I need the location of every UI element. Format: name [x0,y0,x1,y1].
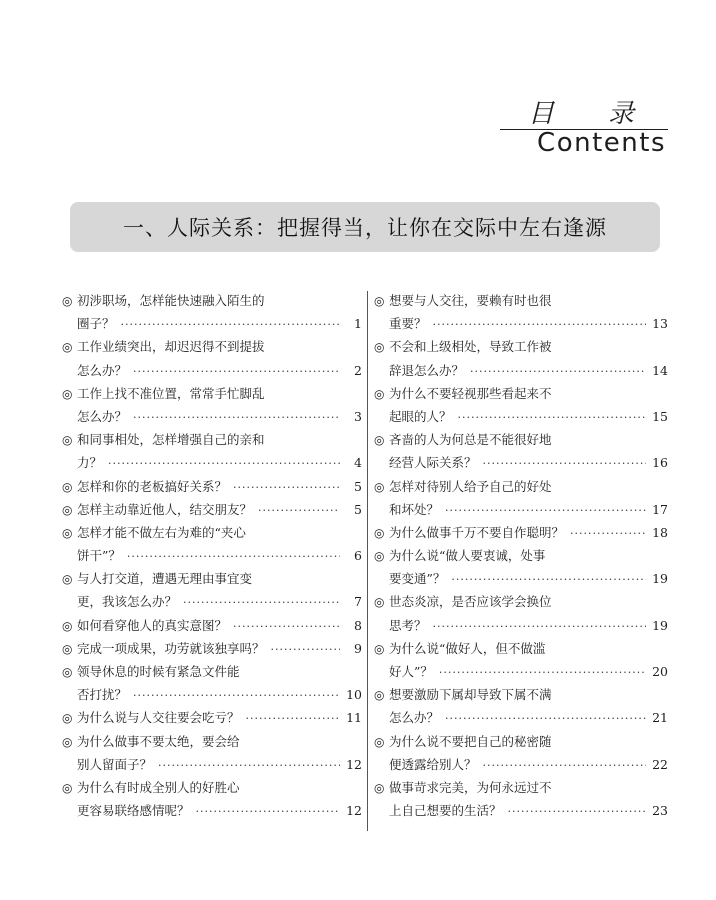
toc-page-number: 8 [354,617,362,633]
toc-entry-title: 怎样和你的老板搞好关系？ [77,478,228,494]
toc-page-number: 12 [346,803,362,819]
toc-entry-line [374,637,668,660]
toc-entry[interactable] [374,521,668,544]
bullet-icon: ◎ [374,780,385,795]
leader-dots [246,707,340,730]
toc-entry-title: 为什么说不要把自己的秘密随 [389,733,552,749]
toc-entry-title: 好人”？ [389,664,433,679]
toc-entry-line [374,614,668,637]
toc-page-number: 19 [652,571,668,587]
toc-entry-line [374,335,668,358]
toc-entry-line [374,359,668,382]
toc-entry-line [62,730,362,753]
toc-entry-line [374,521,668,544]
toc-entry-title: 如何看穿他人的真实意图？ [77,617,228,633]
toc-entry-line [374,544,668,567]
leader-dots [439,661,646,684]
toc-entry-line [62,799,362,822]
leader-dots [108,452,340,475]
toc-page-number: 20 [652,664,668,679]
toc-entry-title: 便透露给别人？ [389,756,477,772]
leader-dots [183,591,340,614]
leader-dots [121,313,340,336]
toc-entry-title: 领导休息的时候有紧急文件能 [77,664,240,679]
toc-entry-line [374,706,668,729]
toc-entry-line [62,335,362,358]
toc-entry-title: 不会和上级相处，导致工作被 [389,339,552,355]
leader-dots [458,406,646,429]
title-chinese: 目录 [528,99,689,129]
toc-entry-line [62,590,362,613]
toc-entry-title: 重要？ [389,316,427,332]
bullet-icon: ◎ [374,479,385,494]
toc-entry-line [374,428,668,451]
toc-entry-line [374,405,668,428]
leader-dots [570,522,646,545]
toc-entry-title: 工作业绩突出，却迟迟得不到提拔 [77,339,265,355]
toc-entry-title: 完成一项成果，功劳就该独享吗？ [77,640,265,656]
toc-entry[interactable] [374,730,668,776]
toc-entry-title: 经营人际关系？ [389,455,477,471]
bullet-icon: ◎ [374,433,385,448]
bullet-icon: ◎ [62,433,73,448]
bullet-icon: ◎ [374,595,385,610]
leader-dots [133,360,340,383]
toc-page-number: 18 [652,524,668,540]
bullet-icon: ◎ [374,386,385,401]
toc-entry-title: 想要与人交往，要赖有时也很 [389,293,552,308]
toc-entry[interactable] [374,590,668,636]
toc-entry[interactable] [374,637,668,683]
toc-page-number: 16 [652,455,668,471]
leader-dots [445,707,646,730]
toc-entry-line [62,428,362,451]
toc-page-number: 15 [652,408,668,424]
toc-page-number: 6 [354,548,362,564]
toc-entry-title: 为什么做事不要太绝，要会给 [77,733,240,749]
bullet-icon: ◎ [374,641,385,656]
toc-entry[interactable] [374,544,668,590]
toc-page-number: 1 [354,316,362,332]
toc-entry-line [62,637,362,660]
toc-entry-line [374,382,668,405]
toc-page-number: 4 [354,455,362,471]
toc-entry[interactable] [62,382,362,428]
toc-page-number: 10 [346,687,362,703]
bullet-icon: ◎ [62,479,73,494]
contents-header [500,98,689,160]
toc-entry[interactable] [62,498,362,521]
column-divider [367,291,368,831]
toc-entry-line [62,498,362,521]
toc-entry[interactable] [62,706,362,729]
toc-entry-title: 饼干”？ [77,548,121,564]
bullet-icon: ◎ [374,340,385,355]
bullet-icon: ◎ [374,294,385,308]
toc-page-number: 23 [652,803,668,819]
toc-page-number: 5 [354,478,362,494]
toc-entry-line [62,521,362,544]
toc-entry-line [374,312,668,335]
toc-entry-line [374,451,668,474]
toc-entry[interactable] [374,475,668,521]
toc-entry-line [62,544,362,567]
leader-dots [196,800,340,823]
bullet-icon: ◎ [62,340,73,355]
toc-entry-title: 思考？ [389,617,427,633]
bullet-icon: ◎ [62,502,73,517]
toc-entry-title: 做事苛求完美，为何永远过不 [389,779,552,795]
bullet-icon: ◎ [62,386,73,401]
toc-entry-title: 为什么说与人交往要会吃亏？ [77,710,240,726]
bullet-icon: ◎ [62,572,73,587]
toc-entry-title: 为什么不要轻视那些看起来不 [389,385,552,401]
toc-entry-title: 要变通”？ [389,571,446,587]
toc-entry-title: 和坏处？ [389,501,440,517]
toc-entry[interactable] [374,335,668,381]
leader-dots [433,615,646,638]
toc-entry-line [374,753,668,776]
toc-page-number: 19 [652,617,668,633]
toc-entry-title: 初涉职场，怎样能快速融入陌生的 [77,293,265,308]
toc-entry-title: 想要激励下属却导致下属不满 [389,687,552,703]
toc-entry-title: 为什么说“做人要衷诚，处事 [389,548,546,564]
toc-entry-title: 怎样主动靠近他人，结交朋友？ [77,501,253,517]
toc-entry-line [374,289,668,312]
toc-entry-line [374,567,668,590]
toc-entry-title: 怎么办？ [77,408,128,424]
toc-entry[interactable] [62,335,362,381]
toc-entry-line [374,683,668,706]
toc-entry-line [62,405,362,428]
toc-entry-title: 别人留面子？ [77,756,153,772]
toc-entry-title: 更容易联络感情呢？ [77,803,190,819]
bullet-icon: ◎ [374,688,385,703]
toc-entry-line [62,706,362,729]
leader-dots [445,499,646,522]
toc-entry-title: 力？ [77,455,103,471]
toc-page-number: 3 [354,408,362,424]
bullet-icon: ◎ [374,734,385,749]
toc-page-number: 5 [354,501,362,517]
bullet-icon: ◎ [62,711,73,726]
toc-entry-line [374,799,668,822]
toc-page-number: 2 [354,362,362,378]
toc-page-number: 22 [652,756,668,772]
toc-entry-title: 上自己想要的生活？ [389,803,502,819]
toc-entry-line [62,382,362,405]
toc-entry-line [62,683,362,706]
toc-entry-title: 吝啬的人为何总是不能很好地 [389,432,552,448]
title-english: Contents [537,128,666,158]
toc-entry-title: 更，我该怎么办？ [77,594,178,610]
toc-entry-line [62,567,362,590]
toc-entry[interactable] [374,428,668,474]
bullet-icon: ◎ [374,549,385,564]
toc-entry-line [374,776,668,799]
toc-entry-line [374,660,668,683]
toc-entry[interactable] [62,475,362,498]
leader-dots [258,499,340,522]
leader-dots [271,638,340,661]
toc-entry[interactable] [62,428,362,474]
toc-entry-line [374,498,668,521]
leader-dots [470,360,646,383]
toc-entry-line [62,776,362,799]
leader-dots [451,568,646,591]
bullet-icon: ◎ [62,618,73,633]
toc-entry-title: 工作上找不准位置，常常手忙脚乱 [77,385,265,401]
toc-page-number: 14 [652,362,668,378]
toc-entry-line [62,289,362,312]
toc-entry-line [374,730,668,753]
toc-entry-line [62,312,362,335]
toc-column-right [374,289,668,822]
bullet-icon: ◎ [62,641,73,656]
leader-dots [483,452,646,475]
bullet-icon: ◎ [374,525,385,540]
bullet-icon: ◎ [62,665,73,679]
toc-entry-line [374,590,668,613]
toc-entry-title: 怎样对待别人给予自己的好处 [389,478,552,494]
toc-entry-title: 怎样才能不做左右为难的“夹心 [77,524,246,540]
toc-entry-line [62,614,362,637]
toc-entry-title: 起眼的人？ [389,408,452,424]
leader-dots [133,406,340,429]
toc-entry[interactable] [62,521,362,567]
toc-column-left [62,289,362,822]
toc-page-number: 9 [354,640,362,656]
toc-entry-title: 否打扰？ [77,687,128,703]
toc-entry[interactable] [62,567,362,613]
toc-entry-line [62,753,362,776]
leader-dots [233,615,340,638]
leader-dots [127,545,340,568]
toc-entry-title: 为什么有时成全别人的好胜心 [77,779,240,795]
toc-entry[interactable] [374,289,668,335]
leader-dots [133,684,340,707]
bullet-icon: ◎ [62,734,73,749]
toc-page-number: 13 [652,316,668,332]
toc-entry-line [62,451,362,474]
leader-dots [483,754,646,777]
toc-entry-title: 与人打交道，遭遇无理由事宜变 [77,571,253,587]
toc-entry-line [374,475,668,498]
leader-dots [233,476,340,499]
toc-entry-title: 圈子？ [77,316,115,332]
toc-entry[interactable] [62,730,362,776]
toc-entry-line [62,660,362,683]
bullet-icon: ◎ [62,294,73,308]
toc-entry[interactable] [374,382,668,428]
toc-entry-line [62,359,362,382]
toc-entry[interactable] [374,683,668,729]
bullet-icon: ◎ [62,525,73,540]
toc-page-number: 11 [346,710,362,726]
toc-entry[interactable] [62,637,362,660]
toc-page-number: 17 [652,501,668,517]
toc-entry-line [62,475,362,498]
leader-dots [158,754,340,777]
toc-entry-title: 怎么办？ [389,710,440,726]
toc-entry[interactable] [374,776,668,822]
toc-entry-title: 和同事相处，怎样增强自己的亲和 [77,432,265,448]
leader-dots [433,313,646,336]
toc-entry-title: 为什么说“做好人，但不做滥 [389,640,546,656]
toc-entry-title: 辞退怎么办？ [389,362,465,378]
toc-entry-title: 怎么办？ [77,362,128,378]
leader-dots [508,800,646,823]
toc-entry[interactable] [62,289,362,335]
toc-entry[interactable] [62,776,362,822]
toc-entry[interactable] [62,614,362,637]
toc-entry-title: 世态炎凉，是否应该学会换位 [389,594,552,610]
toc-page-number: 7 [354,594,362,610]
section-heading: 一、人际关系：把握得当，让你在交际中左右逢源 [70,202,660,252]
toc-page-number: 21 [652,710,668,726]
toc-entry[interactable] [62,660,362,706]
bullet-icon: ◎ [62,780,73,795]
toc-entry-title: 为什么做事千万不要自作聪明？ [389,524,565,540]
toc-page-number: 12 [346,756,362,772]
